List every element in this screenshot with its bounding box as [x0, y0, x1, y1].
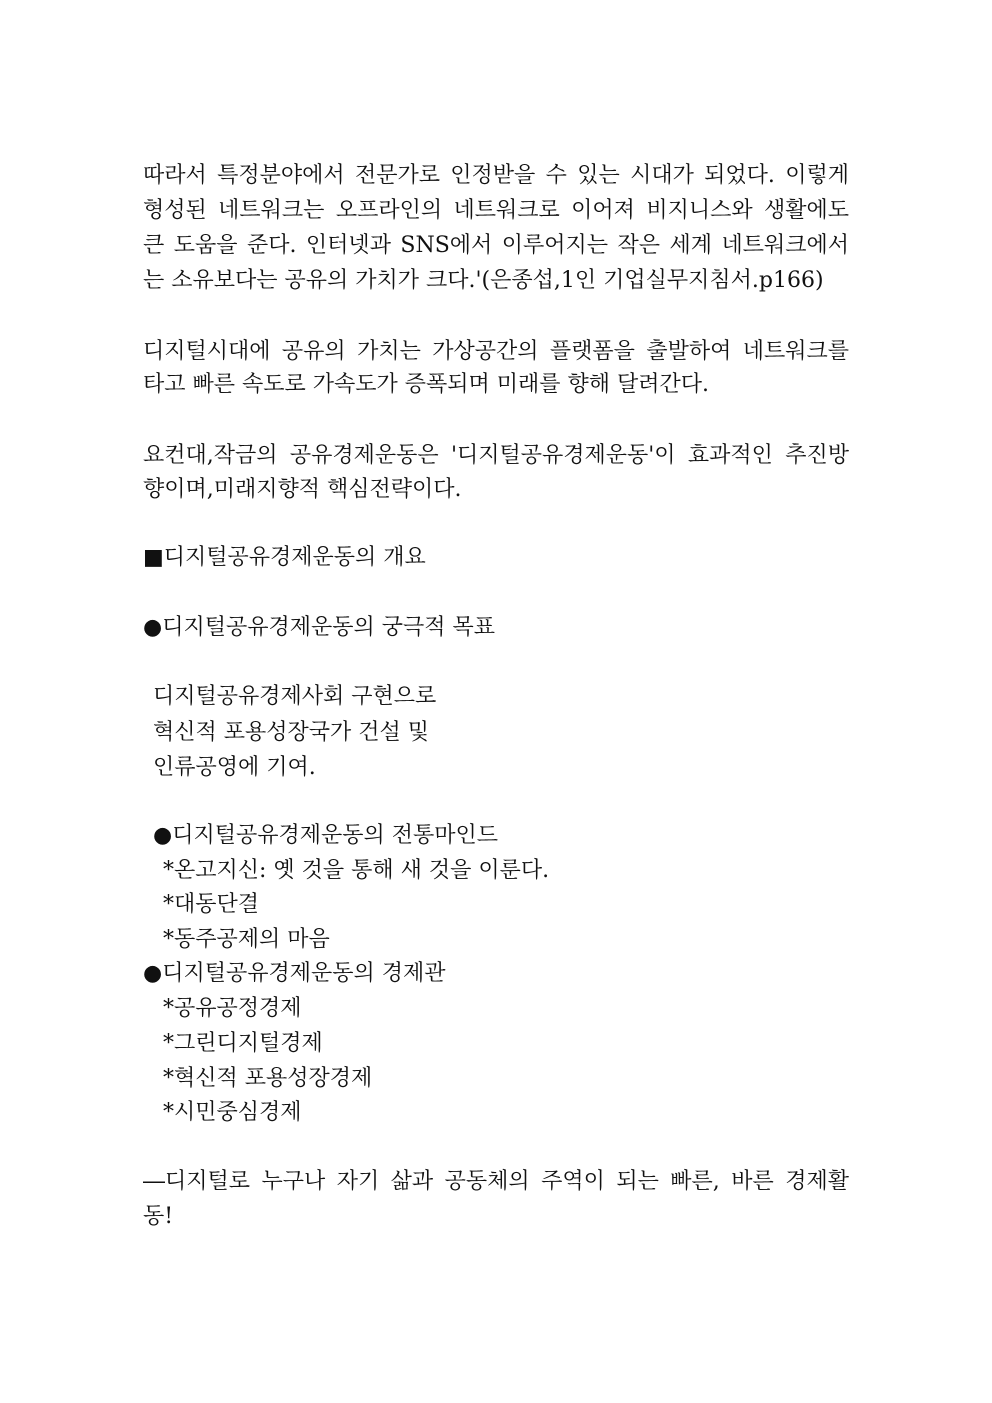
paragraph1-line: 는 소유보다는 공유의 가치가 크다.'(은종섭,1인 기업실무지침서.p166) — [143, 268, 824, 293]
goal-line: 인류공영에 기여. — [153, 755, 316, 780]
overview-heading: ■디지털공유경제운동의 개요 — [143, 545, 426, 570]
paragraph1-line: 형성된 네트워크는 오프라인의 네트워크로 이어져 비지니스와 생활에도 — [143, 198, 849, 223]
mind-item: *온고지신: 옛 것을 통해 새 것을 이룬다. — [163, 858, 550, 883]
closing-line: 동! — [143, 1204, 174, 1229]
paragraph1-line: 큰 도움을 준다. 인터넷과 SNS에서 이루어지는 작은 세계 네트워크에서 — [143, 233, 849, 258]
economy-item: *시민중심경제 — [163, 1100, 302, 1125]
economy-item: *혁신적 포용성장경제 — [163, 1066, 373, 1091]
mind-item: *대동단결 — [163, 892, 260, 917]
paragraph2-line: 디지털시대에 공유의 가치는 가상공간의 플랫폼을 출발하여 네트워크를 — [143, 339, 849, 364]
economy-heading: ●디지털공유경제운동의 경제관 — [143, 961, 446, 986]
mind-heading: ●디지털공유경제운동의 전통마인드 — [153, 823, 498, 848]
mind-item: *동주공제의 마음 — [163, 927, 330, 952]
goal-heading: ●디지털공유경제운동의 궁극적 목표 — [143, 615, 495, 640]
paragraph2-line: 타고 빠른 속도로 가속도가 증폭되며 미래를 향해 달려간다. — [143, 372, 709, 397]
goal-line: 디지털공유경제사회 구현으로 — [153, 684, 437, 709]
paragraph3-line: 요컨대,작금의 공유경제운동은 '디지털공유경제운동'이 효과적인 추진방 — [143, 443, 849, 468]
closing-line: ―디지털로 누구나 자기 삶과 공동체의 주역이 되는 빠른, 바른 경제활 — [143, 1169, 849, 1194]
economy-item: *그린디지털경제 — [163, 1031, 323, 1056]
paragraph1-line: 따라서 특정분야에서 전문가로 인정받을 수 있는 시대가 되었다. 이렇게 — [143, 163, 849, 188]
economy-item: *공유공정경제 — [163, 996, 302, 1021]
goal-line: 혁신적 포용성장국가 건설 및 — [153, 720, 430, 745]
paragraph3-line: 향이며,미래지향적 핵심전략이다. — [143, 477, 462, 502]
